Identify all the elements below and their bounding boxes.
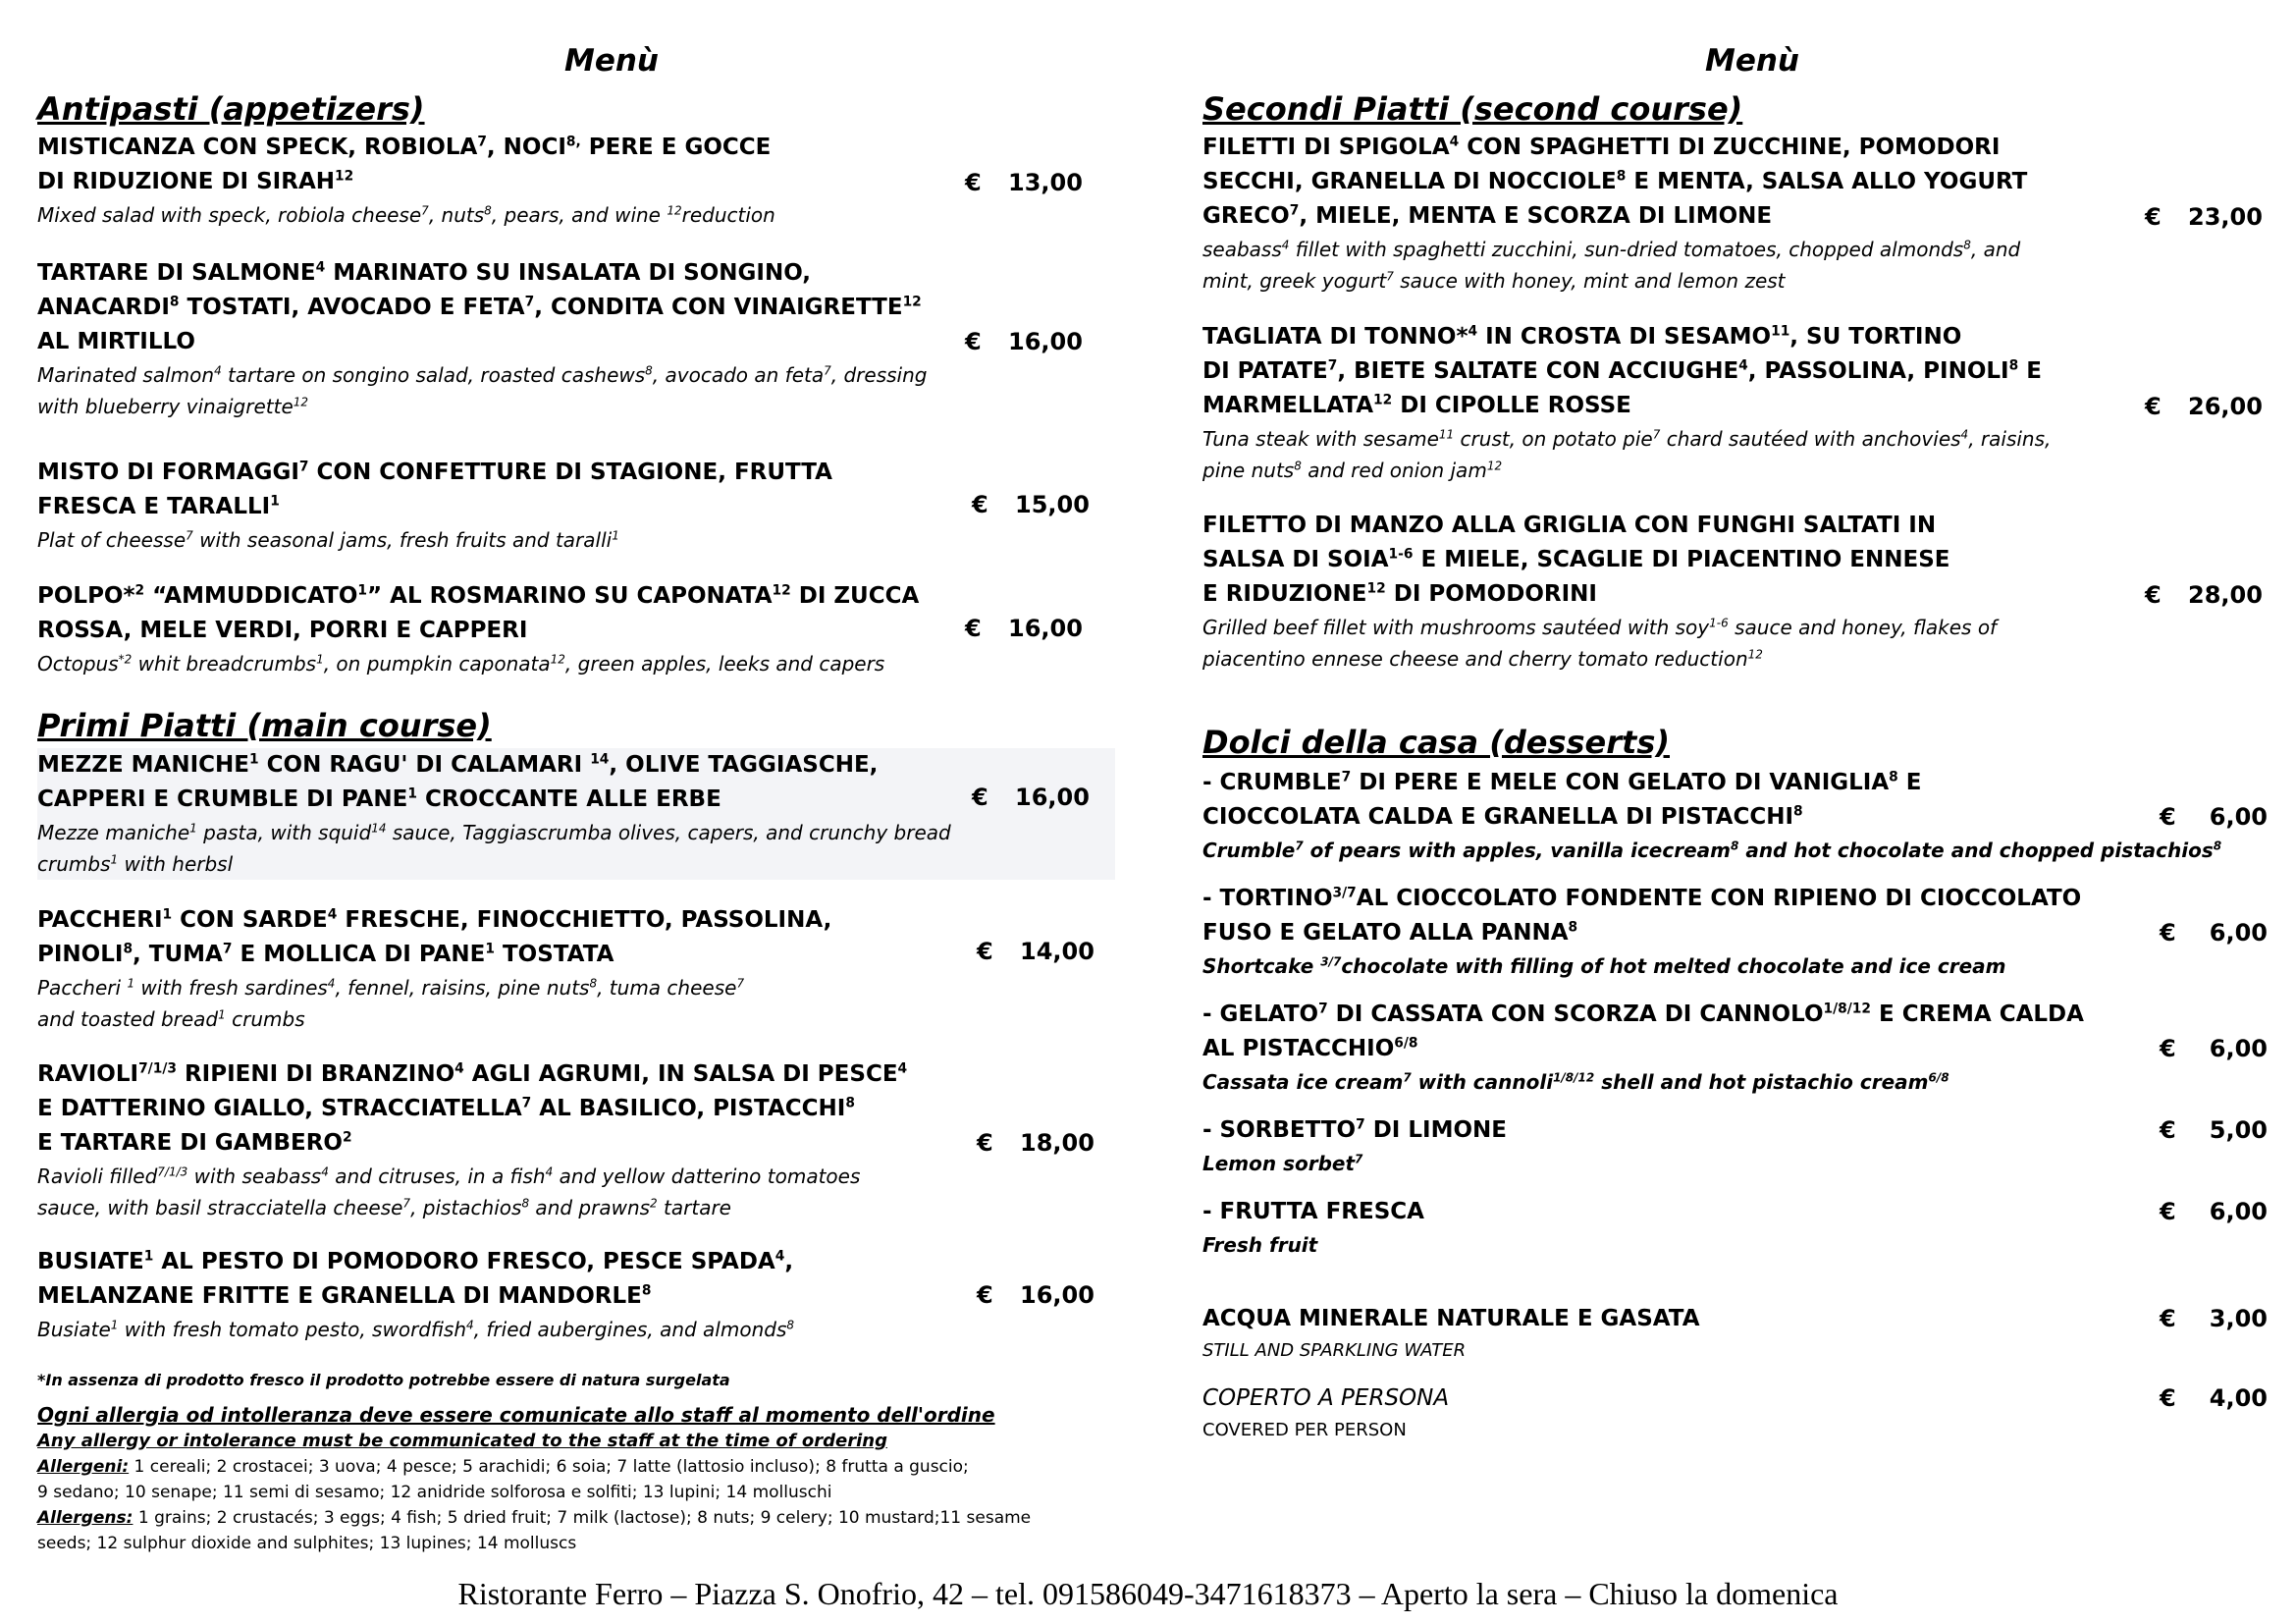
frozen-product-note: *In assenza di prodotto fresco il prodotto potrebbe essere di natura surgelata [37,1371,730,1389]
dish-name: - $TORTINO^{3/7}AL$ CIOCCOLATO FONDENTE CON RIPIENO DI CIOCCOLATO [1202,885,2082,911]
dish-description: Paccheri $^1$ with fresh sardines$^4$, fennel, raisins, pine nuts$^8$, tuma cheese$^7$ [37,976,745,1000]
dish-description: Cassata ice cream$^7$ with cannoli$^{1/8/12}$ shell and hot pistachio cream$^{6/8}$ [1202,1070,1949,1094]
price-primi-0: € 16,00 [972,784,1090,811]
dish-description: seabass$^4$ fillet with spaghetti zucchini, sun-dried tomatoes, chopped almonds$^8$, and [1202,238,2021,261]
dish-name: DI RIDUZIONE DI SIRAH$^{12}$ [37,168,354,194]
allergeni-list: Allergeni: 1 cereali; 2 crostacei; 3 uova; 4 pesce; 5 arachidi; 6 soia; 7 latte (lattosio incluso); 8 frutta a guscio; [37,1457,969,1477]
allergens-list: Allergens: 1 grains; 2 crustacés; 3 eggs; 4 fish; 5 dried fruit; 7 milk (lactose); 8 nuts; 9 celery; 10 mustard;11 sesame [37,1508,1032,1528]
dish-name: AL MIRTILLO [37,329,195,354]
dish-primi-1 [37,903,831,1035]
dish-description: mint, greek yogurt$^7$ sauce with honey, mint and lemon zest [1202,269,1786,293]
dish-name: TAGLIATA DI TONNO*$^4$ IN CROSTA DI SESAMO$^{11}$, SU TORTINO [1202,323,1962,350]
dish-description: Grilled beef fillet with mushrooms sautéed with soy$^{1-6}$ sauce and honey, flakes of [1202,616,1998,639]
dish-description: Busiate$^1$ with fresh tomato pesto, swordfish$^4$, fried aubergines, and almonds$^8$ [37,1318,795,1341]
dish-primi-0 [37,748,1115,880]
dish-name: FILETTI DI SPIGOLA$^4$ CON SPAGHETTI DI ZUCCHINE, POMODORI [1202,134,2001,160]
price-antipasti-2: € 15,00 [972,491,1090,518]
price-secondi-0: € 23,00 [2145,203,2263,231]
dish-description: crumbs$^1$ with herbsl [37,852,234,876]
allergy-notice-it: Ogni allergia od intolleranza deve essere comunicate allo staff al momento dell'ordine [37,1403,995,1427]
dish-name: E RIDUZIONE$^{12}$ DI POMODORINI [1202,580,1597,607]
dish-description: Mezze maniche$^1$ pasta, with squid$^{14}$ sauce, Taggiascrumba olives, capers, and crunchy bread [37,821,951,844]
price-dolci-4: € 6,00 [2160,1198,2268,1225]
extra-description: COVERED PER PERSON [1202,1420,1407,1440]
price-primi-2: € 18,00 [977,1129,1095,1157]
dish-name: SALSA DI SOIA$^{1-6}$ E MIELE, SCAGLIE DI PIACENTINO ENNESE [1202,546,1950,572]
allergens-list-cont: seeds; 12 sulphur dioxide and sulphites; 13 lupines; 14 molluscs [37,1534,577,1553]
price-dolci-2: € 6,00 [2160,1035,2268,1062]
dish-name: E DATTERINO GIALLO, STRACCIATELLA$^7$ AL BASILICO, PISTACCHI$^8$ [37,1095,855,1121]
restaurant-footer: Ristorante Ferro – Piazza S. Onofrio, 42 – tel. 091586049-3471618373 – Aperto la sera – Chiuso la domenica [457,1576,1839,1611]
dish-description: Ravioli filled$^{7/1/3}$ with seabass$^4$ and citruses, in a fish$^4$ and yellow datterino tomatoes [37,1164,861,1188]
dish-name: - FRUTTA FRESCA [1202,1199,1424,1224]
dish-primi-3 [37,1245,794,1345]
dish-description: Tuna steak with sesame$^{11}$ crust, on potato pie$^7$ chard sautéed with anchovies$^4$, raisins, [1202,427,2052,451]
dish-secondi-1 [1202,320,2051,486]
dish-description: and toasted bread$^1$ crumbs [37,1007,305,1031]
dish-description: sauce, with basil stracciatella cheese$^7$, pistachios$^8$ and prawns$^2$ tartare [37,1196,731,1219]
allergy-notice-en: Any allergy or intolerance must be communicated to the staff at the time of ordering [37,1431,887,1451]
extra-name: ACQUA MINERALE NATURALE E GASATA [1202,1306,1700,1331]
dish-description: Crumble$^7$ of pears with apples, vanilla icecream$^8$ and hot chocolate and chopped pistachios$^8$ [1202,839,2222,862]
section-title-secondi: Secondi Piatti (second course) [1202,90,1743,128]
dish-name: E TARTARE DI GAMBERO$^2$ [37,1129,352,1156]
dish-secondi-0 [1202,131,2027,297]
price-secondi-2: € 28,00 [2145,581,2263,609]
dish-antipasti-1 [37,256,927,422]
extra-cover [1202,1381,1449,1445]
dish-name: AL $PISTACCHIO^{6/8}$ [1202,1035,1418,1061]
dish-antipasti-2 [37,456,832,556]
dish-dolci-2 [1202,998,2084,1098]
dish-name: MISTO DI FORMAGGI$^7$ CON CONFETTURE DI STAGIONE, FRUTTA [37,459,832,485]
dish-dolci-0 [1202,766,2221,866]
dish-name: ROSSA, MELE VERDI, PORRI E CAPPERI [37,618,528,643]
price-secondi-1: € 26,00 [2145,393,2263,420]
dish-description: Shortcake $^{3/7}$chocolate with filling of hot melted chocolate and ice cream [1202,954,2006,978]
price-cover: € 4,00 [2160,1384,2268,1412]
price-dolci-3: € 5,00 [2160,1116,2268,1144]
dish-name: PACCHERI$^1$ CON SARDE$^4$ FRESCHE, FINOCCHIETTO, PASSOLINA, [37,906,832,933]
dish-description: Marinated salmon$^4$ tartare on songino salad, roasted cashews$^8$, avocado an feta$^7$, dressing [37,363,928,387]
section-title-dolci: Dolci della casa (desserts) [1202,724,1670,761]
dish-description: piacentino ennese cheese and cherry tomato reduction$^{12}$ [1202,647,1763,671]
dish-description: Fresh fruit [1202,1233,1318,1257]
dish-description: Mixed salad with speck, robiola cheese$^7$, nuts$^8$, pears, and wine $^{12}$reduction [37,203,775,227]
dish-description: pine nuts$^8$ and red onion jam$^{12}$ [1202,459,1503,482]
dish-name: MISTICANZA CON SPECK, ROBIOLA$^7$, $NOCI^{8,}$ PERE E GOCCE [37,134,772,160]
price-dolci-0: € 6,00 [2160,803,2268,831]
dish-name: MARMELLATA$^{12}$ DI CIPOLLE ROSSE [1202,392,1631,418]
price-primi-3: € 16,00 [977,1281,1095,1309]
dish-secondi-2 [1202,509,1997,675]
dish-name: - GELATO$^7$ DI CASSATA CON SCORZA DI $CANNOLO^{1/8/12}$ E CREMA CALDA [1202,1001,2084,1027]
dish-name: SECCHI, GRANELLA DI NOCCIOLE$^8$ E MENTA, SALSA ALLO YOGURT [1202,168,2028,194]
dish-primi-2 [37,1057,907,1223]
extra-name: COPERTO A PERSONA [1202,1385,1450,1411]
section-title-primi: Primi Piatti (main course) [37,707,492,744]
price-primi-1: € 14,00 [977,938,1095,965]
dish-dolci-1 [1202,882,2081,982]
dish-name: FRESCA E TARALLI$^1$ [37,493,280,519]
allergeni-list-cont: 9 sedano; 10 senape; 11 semi di sesamo; 12 anidride solforosa e solfiti; 13 lupini; 14 molluschi [37,1483,832,1502]
extra-water [1202,1302,1700,1366]
price-antipasti-0: € 13,00 [965,169,1083,196]
price-dolci-1: € 6,00 [2160,919,2268,947]
dish-antipasti-0 [37,131,775,231]
dish-name: FILETTO DI MANZO ALLA GRIGLIA CON FUNGHI SALTATI IN [1202,513,1937,538]
dish-name: POLPO*$^2$ “AMMUDDICATO$^1$” AL ROSMARINO SU CAPONATA$^{12}$ DI ZUCCA [37,582,920,609]
dish-name: ANACARDI$^8$ TOSTATI, AVOCADO E FETA$^7$, CONDITA CON VINAIGRETTE$^{12}$ [37,294,922,320]
price-water: € 3,00 [2160,1305,2268,1332]
extra-description: STILL AND SPARKLING WATER [1202,1340,1467,1361]
dish-description: with blueberry vinaigrette$^{12}$ [37,395,309,418]
dish-name: $RAVIOLI^{7/1/3}$ RIPIENI DI BRANZINO$^4$ AGLI AGRUMI, IN SALSA DI PESCE$^4$ [37,1060,908,1087]
dish-name: MELANZANE FRITTE E GRANELLA DI MANDORLE$^8$ [37,1282,652,1309]
dish-name: BUSIATE$^1$ AL PESTO DI POMODORO FRESCO, PESCE SPADA$^4$, [37,1248,794,1274]
dish-dolci-3 [1202,1113,1507,1179]
dish-name: TARTARE DI SALMONE$^4$ MARINATO SU INSALATA DI SONGINO, [37,259,811,286]
dish-description: Lemon sorbet$^7$ [1202,1152,1363,1175]
section-title-antipasti: Antipasti (appetizers) [37,90,425,128]
dish-name: MEZZE MANICHE$^1$ CON RAGU' DI CALAMARI $^{14}$, OLIVE TAGGIASCHE, [37,751,879,778]
dish-name: - CRUMBLE$^7$ DI PERE E MELE CON GELATO DI VANIGLIA$^8$ E [1202,769,1922,795]
price-antipasti-1: € 16,00 [965,328,1083,355]
dish-name: FUSO E GELATO ALLA PANNA$^8$ [1202,919,1578,946]
price-antipasti-3: € 16,00 [965,615,1083,642]
dish-name: CAPPERI E CRUMBLE DI PANE$^1$ CROCCANTE ALLE ERBE [37,785,721,812]
dish-dolci-4 [1202,1195,1424,1261]
dish-name: GRECO$^7$, MIELE, MENTA E SCORZA DI LIMONE [1202,202,1773,229]
dish-antipasti-3 [37,579,919,679]
dish-description: Plat of cheesse$^7$ with seasonal jams, fresh fruits and taralli$^1$ [37,528,619,552]
menu-title-left: Menù [563,43,659,79]
dish-name: CIOCCOLATA CALDA E GRANELLA DI PISTACCHI$^8$ [1202,803,1803,830]
dish-name: PINOLI$^8$, TUMA$^7$ E MOLLICA DI PANE$^1$ TOSTATA [37,941,614,967]
menu-title-right: Menù [1704,43,1799,79]
dish-name: DI PATATE$^7$, BIETE SALTATE CON ACCIUGHE$^4$, PASSOLINA, PINOLI$^8$ E [1202,357,2042,384]
dish-name: - SORBETTO$^7$ DI LIMONE [1202,1116,1507,1143]
dish-description: Octopus$^{*2}$ whit breadcrumbs$^1$, on pumpkin caponata$^{12}$, green apples, leeks and capers [37,652,885,676]
